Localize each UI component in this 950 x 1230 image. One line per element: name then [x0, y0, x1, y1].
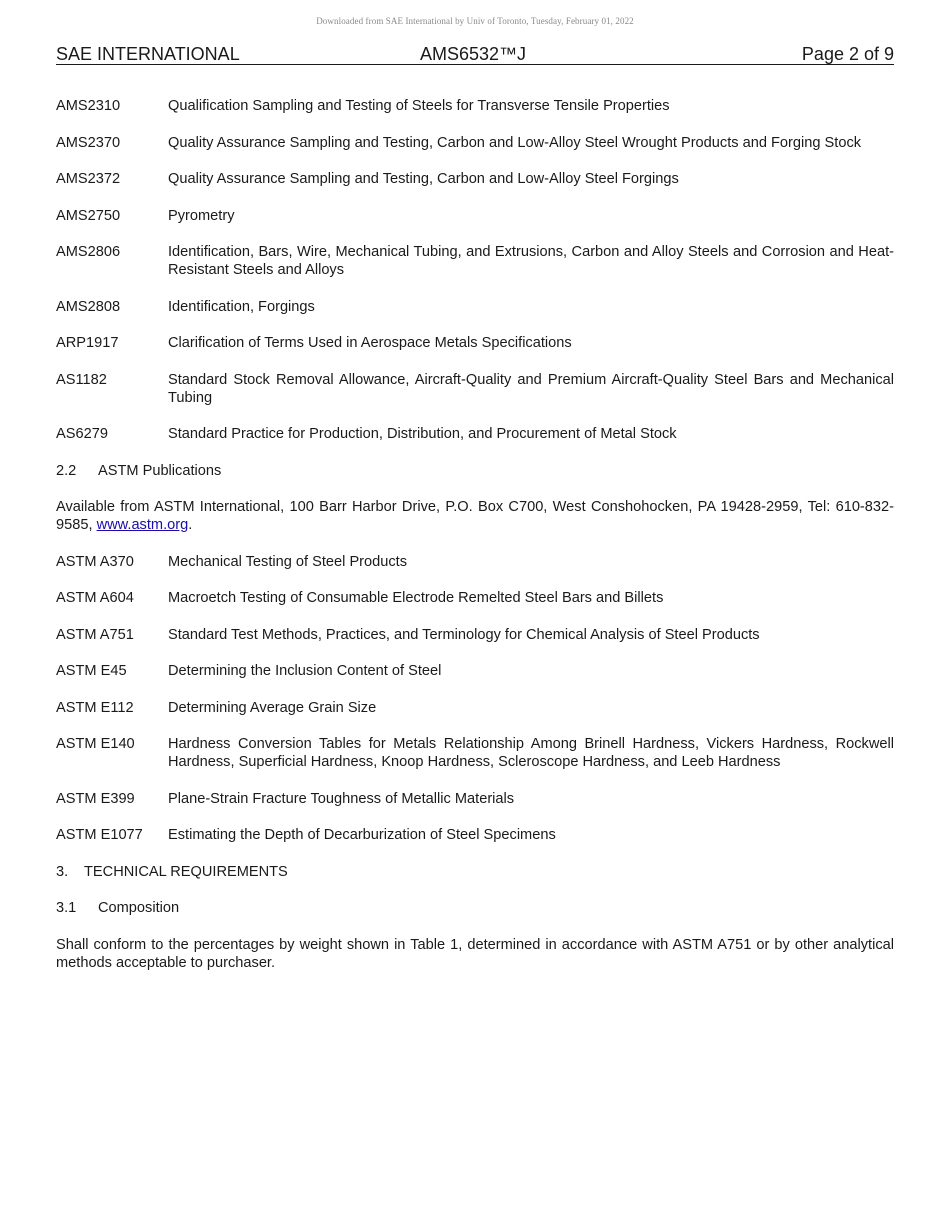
reference-entry	[56, 626, 894, 644]
reference-entry	[56, 334, 894, 352]
composition-paragraph: Shall conform to the percentages by weight shown in Table 1, determined in accordance with ASTM A751 or by other analytical methods acceptable to purchaser.	[56, 936, 894, 971]
reference-title: Standard Stock Removal Allowance, Aircraft-Quality and Premium Aircraft-Quality Steel Bars and Mechanical Tubing	[168, 371, 894, 406]
reference-code: ASTM A751	[56, 626, 134, 643]
reference-title: Identification, Forgings	[168, 298, 315, 315]
reference-code: ASTM E112	[56, 699, 134, 716]
astm-website-link[interactable]: www.astm.org	[96, 517, 189, 533]
reference-entry	[56, 826, 894, 844]
astm-section-heading	[56, 462, 894, 480]
reference-code: AMS2750	[56, 207, 121, 224]
reference-title: Estimating the Depth of Decarburization of Steel Specimens	[168, 827, 556, 843]
reference-entry	[56, 790, 894, 808]
reference-title: Pyrometry	[168, 207, 235, 224]
section-title: Composition	[98, 900, 180, 916]
reference-code: ASTM E140	[56, 736, 135, 752]
reference-title: Hardness Conversion Tables for Metals Relationship Among Brinell Hardness, Vickers Hardness, Rockwell Hardness, Superficial Hardness, Knoop Hardness, Scleroscope Hardness, and Leeb Hardness	[168, 736, 894, 770]
section-title: TECHNICAL REQUIREMENTS	[84, 863, 288, 880]
sae-reference-list	[56, 97, 894, 443]
reference-code: ASTM A370	[56, 553, 134, 570]
reference-entry	[56, 371, 894, 407]
reference-entry	[56, 97, 894, 115]
reference-code: AS1182	[56, 371, 107, 388]
reference-code: AMS2806	[56, 244, 121, 260]
reference-entry	[56, 735, 894, 771]
reference-entry	[56, 425, 894, 443]
reference-code: ASTM E1077	[56, 827, 143, 843]
astm-availability-paragraph	[56, 498, 894, 534]
reference-title: Standard Practice for Production, Distribution, and Procurement of Metal Stock	[168, 426, 677, 442]
reference-title: Determining the Inclusion Content of Steel	[168, 663, 442, 679]
section-number: 3.	[56, 863, 69, 880]
document-body	[56, 97, 894, 990]
reference-title: Clarification of Terms Used in Aerospace Metals Specifications	[168, 335, 572, 351]
reference-title: Standard Test Methods, Practices, and Terminology for Chemical Analysis of Steel Products	[168, 626, 760, 643]
reference-code: ARP1917	[56, 335, 119, 351]
availability-text: Available from ASTM International, 100 Barr Harbor Drive, P.O. Box C700, West Conshohocken, PA 19428-2959, Tel: 610-832-9585,	[56, 499, 894, 533]
reference-code: AS6279	[56, 426, 108, 442]
reference-code: AMS2310	[56, 98, 121, 114]
reference-entry	[56, 134, 894, 152]
section-title: ASTM Publications	[98, 462, 222, 479]
reference-entry	[56, 662, 894, 680]
header-page-number: Page 2 of 9	[801, 44, 894, 64]
reference-entry	[56, 553, 894, 571]
reference-entry	[56, 589, 894, 607]
reference-code: ASTM E399	[56, 790, 135, 807]
availability-suffix: .	[188, 517, 193, 533]
astm-reference-list	[56, 553, 894, 845]
reference-entry	[56, 699, 894, 717]
reference-title: Quality Assurance Sampling and Testing, Carbon and Low-Alloy Steel Forgings	[168, 171, 679, 187]
section-number: 2.2	[56, 462, 77, 479]
reference-code: AMS2808	[56, 298, 121, 315]
reference-entry	[56, 243, 894, 279]
reference-entry	[56, 207, 894, 225]
reference-entry	[56, 298, 894, 316]
reference-code: ASTM A604	[56, 590, 134, 606]
reference-code: AMS2372	[56, 171, 121, 187]
reference-code: AMS2370	[56, 134, 121, 151]
reference-title: Mechanical Testing of Steel Products	[168, 553, 408, 570]
page-header	[56, 44, 894, 65]
composition-heading	[56, 899, 894, 917]
reference-title: Plane-Strain Fracture Toughness of Metallic Materials	[168, 790, 515, 807]
reference-title: Quality Assurance Sampling and Testing, Carbon and Low-Alloy Steel Wrought Products and Forging Stock	[168, 134, 862, 151]
header-org: SAE INTERNATIONAL	[56, 44, 240, 64]
download-watermark: Downloaded from SAE International by Univ of Toronto, Tuesday, February 01, 2022	[316, 16, 634, 26]
section-number: 3.1	[56, 900, 77, 916]
reference-entry	[56, 170, 894, 188]
technical-requirements-heading	[56, 863, 894, 881]
header-doc-id: AMS6532™J	[420, 44, 527, 64]
reference-title: Qualification Sampling and Testing of Steels for Transverse Tensile Properties	[168, 98, 670, 114]
reference-code: ASTM E45	[56, 663, 127, 679]
reference-title: Determining Average Grain Size	[168, 699, 377, 716]
reference-title: Macroetch Testing of Consumable Electrode Remelted Steel Bars and Billets	[168, 590, 664, 606]
reference-title: Identification, Bars, Wire, Mechanical Tubing, and Extrusions, Carbon and Alloy Steels and Corrosion and Heat-Resistant Steels and Alloys	[168, 244, 894, 278]
